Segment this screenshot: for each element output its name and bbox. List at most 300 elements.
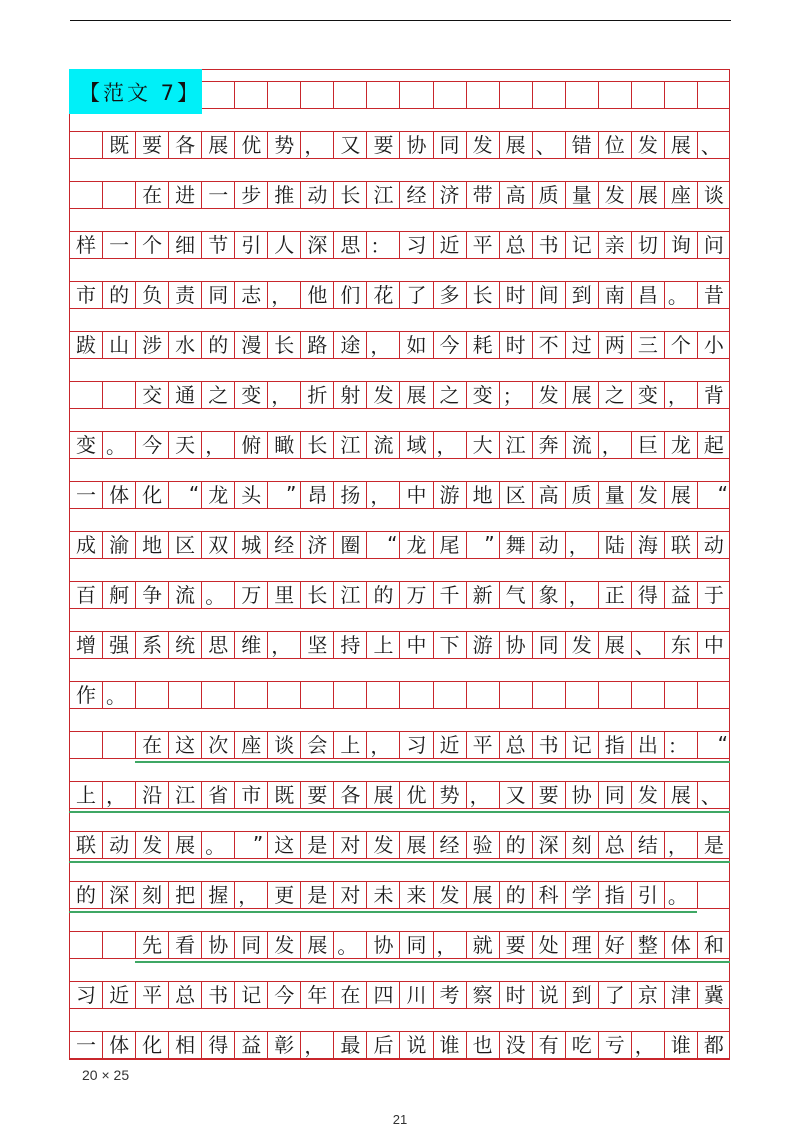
grid-cell — [664, 681, 697, 709]
grid-cell: 错 — [565, 131, 598, 159]
grid-cell: 把 — [168, 881, 201, 909]
grid-cell: 小 — [697, 331, 730, 359]
grid-cell — [697, 81, 730, 109]
grid-cell: 在 — [135, 731, 168, 759]
grid-cell: 强 — [102, 631, 135, 659]
grid-cell: 水 — [168, 331, 201, 359]
grid-cell: 思 — [333, 231, 366, 259]
grid-cell: 跋 — [69, 331, 102, 359]
grid-row — [69, 931, 730, 959]
grid-cell: 双 — [201, 531, 234, 559]
grid-cell: 谁 — [433, 1031, 466, 1059]
grid-cell: ， — [664, 831, 697, 859]
grid-cell — [69, 131, 102, 159]
grid-cell: 头 — [234, 481, 267, 509]
grid-cell — [565, 681, 598, 709]
grid-cell: 和 — [697, 931, 730, 959]
grid-cell: 负 — [135, 281, 168, 309]
grid-cell: 展 — [466, 881, 499, 909]
grid-row — [69, 1031, 730, 1059]
grid-cell — [366, 681, 399, 709]
grid-row — [69, 331, 730, 359]
grid-cell: 发 — [135, 831, 168, 859]
grid-cell: 发 — [631, 481, 664, 509]
grid-cell: 引 — [631, 881, 664, 909]
grid-cell: 江 — [333, 431, 366, 459]
grid-row — [69, 981, 730, 1009]
grid-cell: 带 — [466, 181, 499, 209]
grid-cell: 他 — [300, 281, 333, 309]
grid-cell: 思 — [201, 631, 234, 659]
grid-cell — [366, 81, 399, 109]
grid-cell — [102, 931, 135, 959]
grid-cell: 又 — [499, 781, 532, 809]
grid-row — [69, 781, 730, 809]
grid-cell: 到 — [565, 281, 598, 309]
grid-cell: 深 — [532, 831, 565, 859]
grid-cell — [135, 681, 168, 709]
grid-cell: ， — [366, 731, 399, 759]
grid-cell: 耗 — [466, 331, 499, 359]
grid-cell: 变 — [631, 381, 664, 409]
grid-cell: 展 — [631, 181, 664, 209]
grid-cell: 优 — [399, 781, 432, 809]
grid-cell: 川 — [399, 981, 432, 1009]
grid-cell: 渝 — [102, 531, 135, 559]
grid-cell: 进 — [168, 181, 201, 209]
grid-cell — [433, 81, 466, 109]
grid-cell: “ — [697, 481, 730, 509]
grid-cell: 吃 — [565, 1031, 598, 1059]
grid-cell: 次 — [201, 731, 234, 759]
grid-cell: 刻 — [135, 881, 168, 909]
grid-cell: 津 — [664, 981, 697, 1009]
grid-cell: 深 — [300, 231, 333, 259]
grid-cell: 考 — [433, 981, 466, 1009]
grid-cell: 发 — [466, 131, 499, 159]
grid-cell — [697, 881, 730, 909]
grid-row — [69, 431, 730, 459]
grid-cell: 一 — [102, 231, 135, 259]
grid-cell: 气 — [499, 581, 532, 609]
grid-cell: 习 — [399, 731, 432, 759]
grid-cell: 系 — [135, 631, 168, 659]
grid-cell: 三 — [631, 331, 664, 359]
grid-cell: 谁 — [664, 1031, 697, 1059]
grid-cell: 人 — [267, 231, 300, 259]
grid-cell: 统 — [168, 631, 201, 659]
grid-cell: 化 — [135, 481, 168, 509]
grid-cell: 之 — [201, 381, 234, 409]
grid-cell: 益 — [664, 581, 697, 609]
grid-cell: ， — [565, 581, 598, 609]
grid-cell: 海 — [631, 531, 664, 559]
grid-cell: 中 — [399, 631, 432, 659]
grid-cell: 位 — [598, 131, 631, 159]
grid-cell: 百 — [69, 581, 102, 609]
grid-cell: 握 — [201, 881, 234, 909]
grid-cell: 展 — [598, 631, 631, 659]
grid-cell: 同 — [532, 631, 565, 659]
grid-cell: 就 — [466, 931, 499, 959]
grid-cell — [399, 681, 432, 709]
grid-cell: 起 — [697, 431, 730, 459]
grid-cell: 动 — [697, 531, 730, 559]
grid-cell: 江 — [168, 781, 201, 809]
grid-cell: 多 — [433, 281, 466, 309]
grid-cell: 展 — [300, 931, 333, 959]
grid-cell — [532, 81, 565, 109]
grid-cell: 量 — [565, 181, 598, 209]
grid-cell: 要 — [300, 781, 333, 809]
grid-cell: 地 — [466, 481, 499, 509]
grid-cell: 到 — [565, 981, 598, 1009]
grid-cell — [102, 181, 135, 209]
grid-cell: 记 — [234, 981, 267, 1009]
grid-cell — [69, 731, 102, 759]
grid-cell — [69, 931, 102, 959]
grid-cell — [234, 81, 267, 109]
grid-cell: 省 — [201, 781, 234, 809]
grid-cell: 整 — [631, 931, 664, 959]
grid-cell: 指 — [598, 731, 631, 759]
grid-cell: 亏 — [598, 1031, 631, 1059]
grid-cell: 各 — [168, 131, 201, 159]
grid-cell: 联 — [664, 531, 697, 559]
grid-cell: 既 — [267, 781, 300, 809]
grid-cell — [69, 381, 102, 409]
grid-cell: 流 — [168, 581, 201, 609]
grid-cell: ， — [433, 431, 466, 459]
grid-cell: 花 — [366, 281, 399, 309]
grid-cell: 同 — [433, 131, 466, 159]
grid-cell — [333, 81, 366, 109]
grid-cell: 步 — [234, 181, 267, 209]
grid-cell: 。 — [201, 831, 234, 859]
grid-cell: 展 — [201, 131, 234, 159]
grid-cell: 要 — [366, 131, 399, 159]
grid-cell: 的 — [69, 881, 102, 909]
grid-cell: 的 — [366, 581, 399, 609]
grid-cell: 一 — [69, 481, 102, 509]
grid-cell: ， — [267, 631, 300, 659]
grid-cell: 了 — [399, 281, 432, 309]
grid-cell: 势 — [267, 131, 300, 159]
grid-cell: 展 — [168, 831, 201, 859]
grid-cell: 巨 — [631, 431, 664, 459]
grid-cell — [168, 681, 201, 709]
grid-cell: 对 — [333, 881, 366, 909]
grid-row — [69, 481, 730, 509]
grid-cell: 了 — [598, 981, 631, 1009]
grid-cell — [499, 681, 532, 709]
grid-cell: 区 — [168, 531, 201, 559]
grid-cell: 上 — [366, 631, 399, 659]
highlight-underline — [135, 761, 730, 763]
grid-cell: 途 — [333, 331, 366, 359]
grid-cell: 昌 — [631, 281, 664, 309]
grid-cell: 个 — [135, 231, 168, 259]
grid-cell: 的 — [201, 331, 234, 359]
grid-cell: 圈 — [333, 531, 366, 559]
grid-cell: 结 — [631, 831, 664, 859]
grid-cell: 、 — [631, 631, 664, 659]
grid-cell: 舸 — [102, 581, 135, 609]
grid-cell: 龙 — [664, 431, 697, 459]
grid-cell: 说 — [399, 1031, 432, 1059]
header-rule — [70, 20, 731, 21]
grid-cell: 中 — [697, 631, 730, 659]
grid-cell: 通 — [168, 381, 201, 409]
grid-cell: 习 — [69, 981, 102, 1009]
grid-cell: ， — [466, 781, 499, 809]
highlight-underline — [69, 861, 730, 863]
grid-cell: 长 — [466, 281, 499, 309]
grid-cell: 平 — [135, 981, 168, 1009]
grid-cell: 昂 — [300, 481, 333, 509]
grid-cell: 会 — [300, 731, 333, 759]
grid-cell: 高 — [499, 181, 532, 209]
grid-cell: ， — [234, 881, 267, 909]
grid-cell — [102, 381, 135, 409]
grid-cell: 势 — [433, 781, 466, 809]
grid-cell: 今 — [135, 431, 168, 459]
grid-cell: 指 — [598, 881, 631, 909]
grid-cell: 山 — [102, 331, 135, 359]
grid-cell: 展 — [399, 831, 432, 859]
grid-cell — [102, 731, 135, 759]
grid-cell: ： — [664, 731, 697, 759]
grid-cell — [433, 681, 466, 709]
grid-cell: 总 — [499, 231, 532, 259]
grid-cell: 得 — [201, 1031, 234, 1059]
grid-cell: 。 — [102, 681, 135, 709]
grid-cell: ， — [267, 281, 300, 309]
grid-cell: 城 — [234, 531, 267, 559]
grid-cell: 问 — [697, 231, 730, 259]
grid-cell: 变 — [69, 431, 102, 459]
grid-cell — [300, 681, 333, 709]
grid-row — [69, 131, 730, 159]
grid-cell: 说 — [532, 981, 565, 1009]
grid-cell — [399, 81, 432, 109]
grid-cell: 理 — [565, 931, 598, 959]
grid-size-caption: 20 × 25 — [82, 1067, 130, 1083]
grid-cell: 询 — [664, 231, 697, 259]
grid-cell: ， — [598, 431, 631, 459]
grid-cell — [201, 81, 234, 109]
grid-cell: 彰 — [267, 1031, 300, 1059]
grid-cell: 近 — [433, 731, 466, 759]
grid-cell: 是 — [697, 831, 730, 859]
grid-cell: 展 — [664, 781, 697, 809]
grid-cell: 江 — [333, 581, 366, 609]
grid-cell: 展 — [399, 381, 432, 409]
grid-cell: ” — [466, 531, 499, 559]
grid-cell: 是 — [300, 881, 333, 909]
grid-cell: ， — [300, 1031, 333, 1059]
grid-cell: 没 — [499, 1031, 532, 1059]
grid-cell: 俯 — [234, 431, 267, 459]
grid-cell: 市 — [234, 781, 267, 809]
grid-cell: 有 — [532, 1031, 565, 1059]
grid-cell: 是 — [300, 831, 333, 859]
grid-cell: 同 — [201, 281, 234, 309]
grid-cell: 展 — [664, 481, 697, 509]
grid-cell: 近 — [102, 981, 135, 1009]
grid-cell: 四 — [366, 981, 399, 1009]
highlight-underline — [69, 911, 697, 913]
grid-cell: 游 — [433, 481, 466, 509]
grid-cell: 一 — [201, 181, 234, 209]
grid-cell: 长 — [333, 181, 366, 209]
grid-cell: 扬 — [333, 481, 366, 509]
grid-cell: 万 — [399, 581, 432, 609]
grid-cell: 协 — [565, 781, 598, 809]
grid-row — [69, 381, 730, 409]
grid-cell: 变 — [466, 381, 499, 409]
grid-cell: 谈 — [697, 181, 730, 209]
grid-cell — [697, 681, 730, 709]
grid-cell: 同 — [399, 931, 432, 959]
grid-cell — [598, 681, 631, 709]
grid-row — [69, 531, 730, 559]
grid-cell: 学 — [565, 881, 598, 909]
grid-cell: 质 — [532, 181, 565, 209]
grid-cell: 之 — [433, 381, 466, 409]
grid-cell: 化 — [135, 1031, 168, 1059]
grid-cell: 沿 — [135, 781, 168, 809]
grid-cell: 发 — [366, 831, 399, 859]
grid-cell: 下 — [433, 631, 466, 659]
grid-cell: 新 — [466, 581, 499, 609]
grid-cell: 深 — [102, 881, 135, 909]
grid-cell: 时 — [499, 281, 532, 309]
grid-cell: 作 — [69, 681, 102, 709]
grid-cell: 南 — [598, 281, 631, 309]
grid-cell: 对 — [333, 831, 366, 859]
grid-cell: 同 — [598, 781, 631, 809]
grid-cell: 市 — [69, 281, 102, 309]
grid-cell: 联 — [69, 831, 102, 859]
grid-cell: 万 — [234, 581, 267, 609]
grid-cell: 瞰 — [267, 431, 300, 459]
grid-cell — [631, 681, 664, 709]
grid-cell: 看 — [168, 931, 201, 959]
grid-cell: 同 — [234, 931, 267, 959]
grid-cell: 持 — [333, 631, 366, 659]
grid-cell: 经 — [433, 831, 466, 859]
grid-cell: 象 — [532, 581, 565, 609]
grid-cell: 。 — [102, 431, 135, 459]
grid-row — [69, 281, 730, 309]
grid-cell: 展 — [664, 131, 697, 159]
grid-cell: 发 — [598, 181, 631, 209]
grid-cell: 奔 — [532, 431, 565, 459]
grid-cell: 展 — [565, 381, 598, 409]
grid-cell: 量 — [598, 481, 631, 509]
grid-cell: 。 — [201, 581, 234, 609]
grid-cell: 要 — [135, 131, 168, 159]
grid-row — [69, 231, 730, 259]
grid-cell: 。 — [664, 281, 697, 309]
grid-cell: 得 — [631, 581, 664, 609]
grid-cell: “ — [366, 531, 399, 559]
grid-cell: 。 — [664, 881, 697, 909]
grid-cell: 流 — [565, 431, 598, 459]
grid-cell: 来 — [399, 881, 432, 909]
grid-cell: 上 — [333, 731, 366, 759]
grid-cell: 背 — [697, 381, 730, 409]
grid-cell: 体 — [102, 1031, 135, 1059]
grid-cell: 不 — [532, 331, 565, 359]
grid-cell: 发 — [366, 381, 399, 409]
grid-cell: 既 — [102, 131, 135, 159]
grid-cell: 习 — [399, 231, 432, 259]
grid-cell: 展 — [499, 131, 532, 159]
grid-cell: 座 — [664, 181, 697, 209]
grid-cell: 坚 — [300, 631, 333, 659]
grid-cell: 江 — [366, 181, 399, 209]
grid-cell: 未 — [366, 881, 399, 909]
grid-cell: 协 — [201, 931, 234, 959]
grid-cell: 协 — [399, 131, 432, 159]
grid-cell: 长 — [267, 331, 300, 359]
grid-cell: 射 — [333, 381, 366, 409]
grid-cell: 记 — [565, 231, 598, 259]
grid-cell: 的 — [499, 831, 532, 859]
grid-cell: 总 — [168, 981, 201, 1009]
grid-cell: 大 — [466, 431, 499, 459]
grid-cell: 这 — [267, 831, 300, 859]
grid-cell: 察 — [466, 981, 499, 1009]
grid-cell: 涉 — [135, 331, 168, 359]
grid-cell: 在 — [135, 181, 168, 209]
grid-cell: “ — [697, 731, 730, 759]
grid-cell: 发 — [433, 881, 466, 909]
grid-cell: 刻 — [565, 831, 598, 859]
grid-cell: 总 — [499, 731, 532, 759]
grid-cell: 亲 — [598, 231, 631, 259]
grid-cell: 、 — [697, 131, 730, 159]
grid-cell: 天 — [168, 431, 201, 459]
grid-cell: 切 — [631, 231, 664, 259]
grid-cell: 体 — [102, 481, 135, 509]
grid-cell: ， — [631, 1031, 664, 1059]
grid-cell: 一 — [69, 1031, 102, 1059]
highlight-underline — [69, 811, 730, 813]
grid-cell: 东 — [664, 631, 697, 659]
grid-cell: ， — [201, 431, 234, 459]
grid-cell: 游 — [466, 631, 499, 659]
grid-cell: 样 — [69, 231, 102, 259]
grid-cell: 折 — [300, 381, 333, 409]
grid-cell: 节 — [201, 231, 234, 259]
grid-cell: 流 — [366, 431, 399, 459]
grid-cell: 里 — [267, 581, 300, 609]
grid-cell: 都 — [697, 1031, 730, 1059]
grid-cell: 发 — [631, 131, 664, 159]
grid-cell: ， — [433, 931, 466, 959]
grid-cell: 冀 — [697, 981, 730, 1009]
grid-cell: 平 — [466, 731, 499, 759]
grid-cell: 质 — [565, 481, 598, 509]
grid-cell: 两 — [598, 331, 631, 359]
grid-row — [69, 881, 730, 909]
grid-cell: 间 — [532, 281, 565, 309]
grid-cell: 们 — [333, 281, 366, 309]
grid-cell: ， — [366, 481, 399, 509]
